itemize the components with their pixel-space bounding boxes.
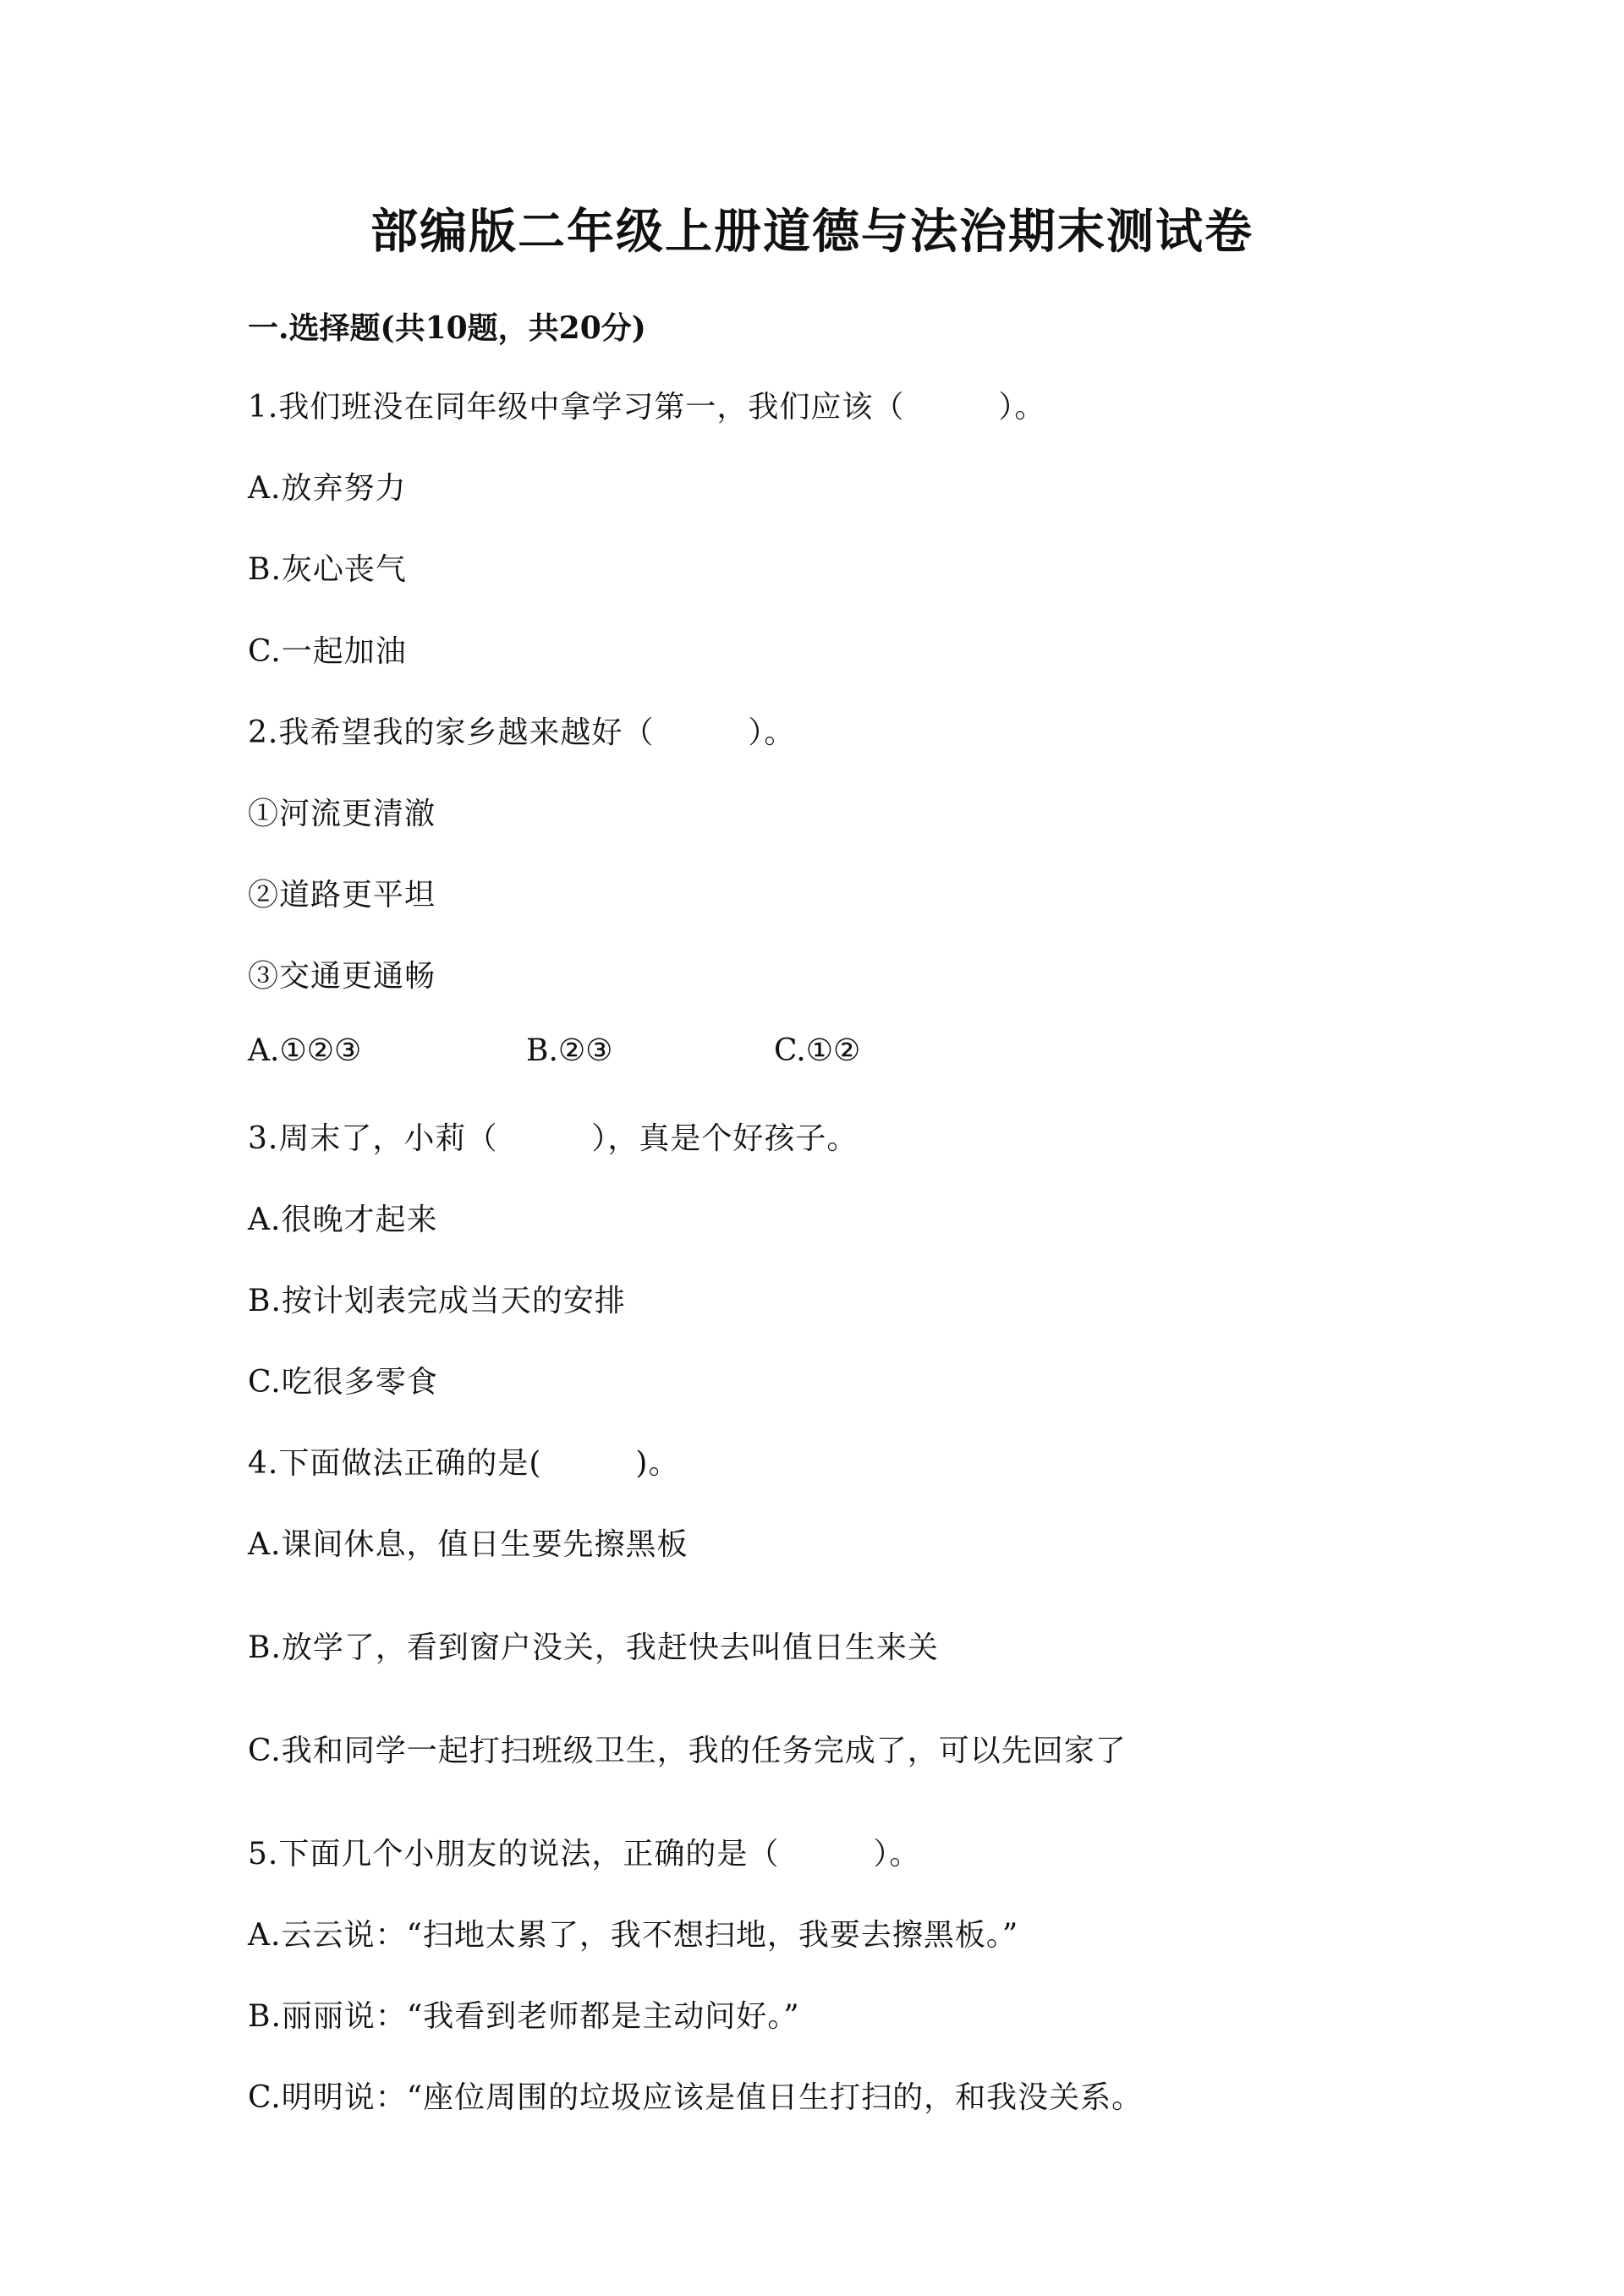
question-2-item-3: ③交通更通畅 [248, 959, 436, 994]
question-2-option-a: A.①②③ [248, 1033, 362, 1068]
question-1-option-c: C.一起加油 [248, 634, 407, 669]
question-4-option-c: C.我和同学一起打扫班级卫生，我的任务完成了，可以先回家了 [248, 1734, 1127, 1768]
question-5-option-b: B.丽丽说：“我看到老师都是主动问好。” [248, 1999, 800, 2034]
question-2-option-c: C.①② [774, 1033, 861, 1068]
question-5: 5.下面几个小朋友的说法，正确的是（ ）。 [248, 1837, 921, 1871]
question-1: 1.我们班没在同年级中拿学习第一，我们应该（ ）。 [248, 390, 1046, 425]
question-3-option-c: C.吃很多零食 [248, 1365, 438, 1400]
section-heading: 一.选择题(共10题，共20分) [248, 310, 646, 346]
question-3: 3.周末了，小莉（ ），真是个好孩子。 [248, 1121, 859, 1156]
question-3-option-a: A.很晚才起来 [248, 1203, 438, 1237]
question-5-option-a: A.云云说：“扫地太累了，我不想扫地，我要去擦黑板。” [248, 1918, 1019, 1953]
question-4-option-a: A.课间休息，值日生要先擦黑板 [248, 1527, 689, 1562]
question-2-item-2: ②道路更平坦 [248, 878, 436, 912]
question-1-option-a: A.放弃努力 [248, 471, 407, 506]
question-1-option-b: B.灰心丧气 [248, 552, 407, 587]
question-4: 4.下面做法正确的是( )。 [248, 1446, 680, 1481]
page-title: 部编版二年级上册道德与法治期末测试卷 [370, 204, 1254, 260]
question-4-option-b: B.放学了，看到窗户没关，我赶快去叫值日生来关 [248, 1630, 939, 1665]
question-2-option-b: B.②③ [526, 1033, 613, 1068]
question-5-option-c: C.明明说：“座位周围的垃圾应该是值日生打扫的，和我没关系。 [248, 2080, 1144, 2115]
question-3-option-b: B.按计划表完成当天的安排 [248, 1284, 626, 1318]
question-2: 2.我希望我的家乡越来越好（ ）。 [248, 715, 796, 750]
question-2-item-1: ①河流更清澈 [248, 797, 436, 831]
